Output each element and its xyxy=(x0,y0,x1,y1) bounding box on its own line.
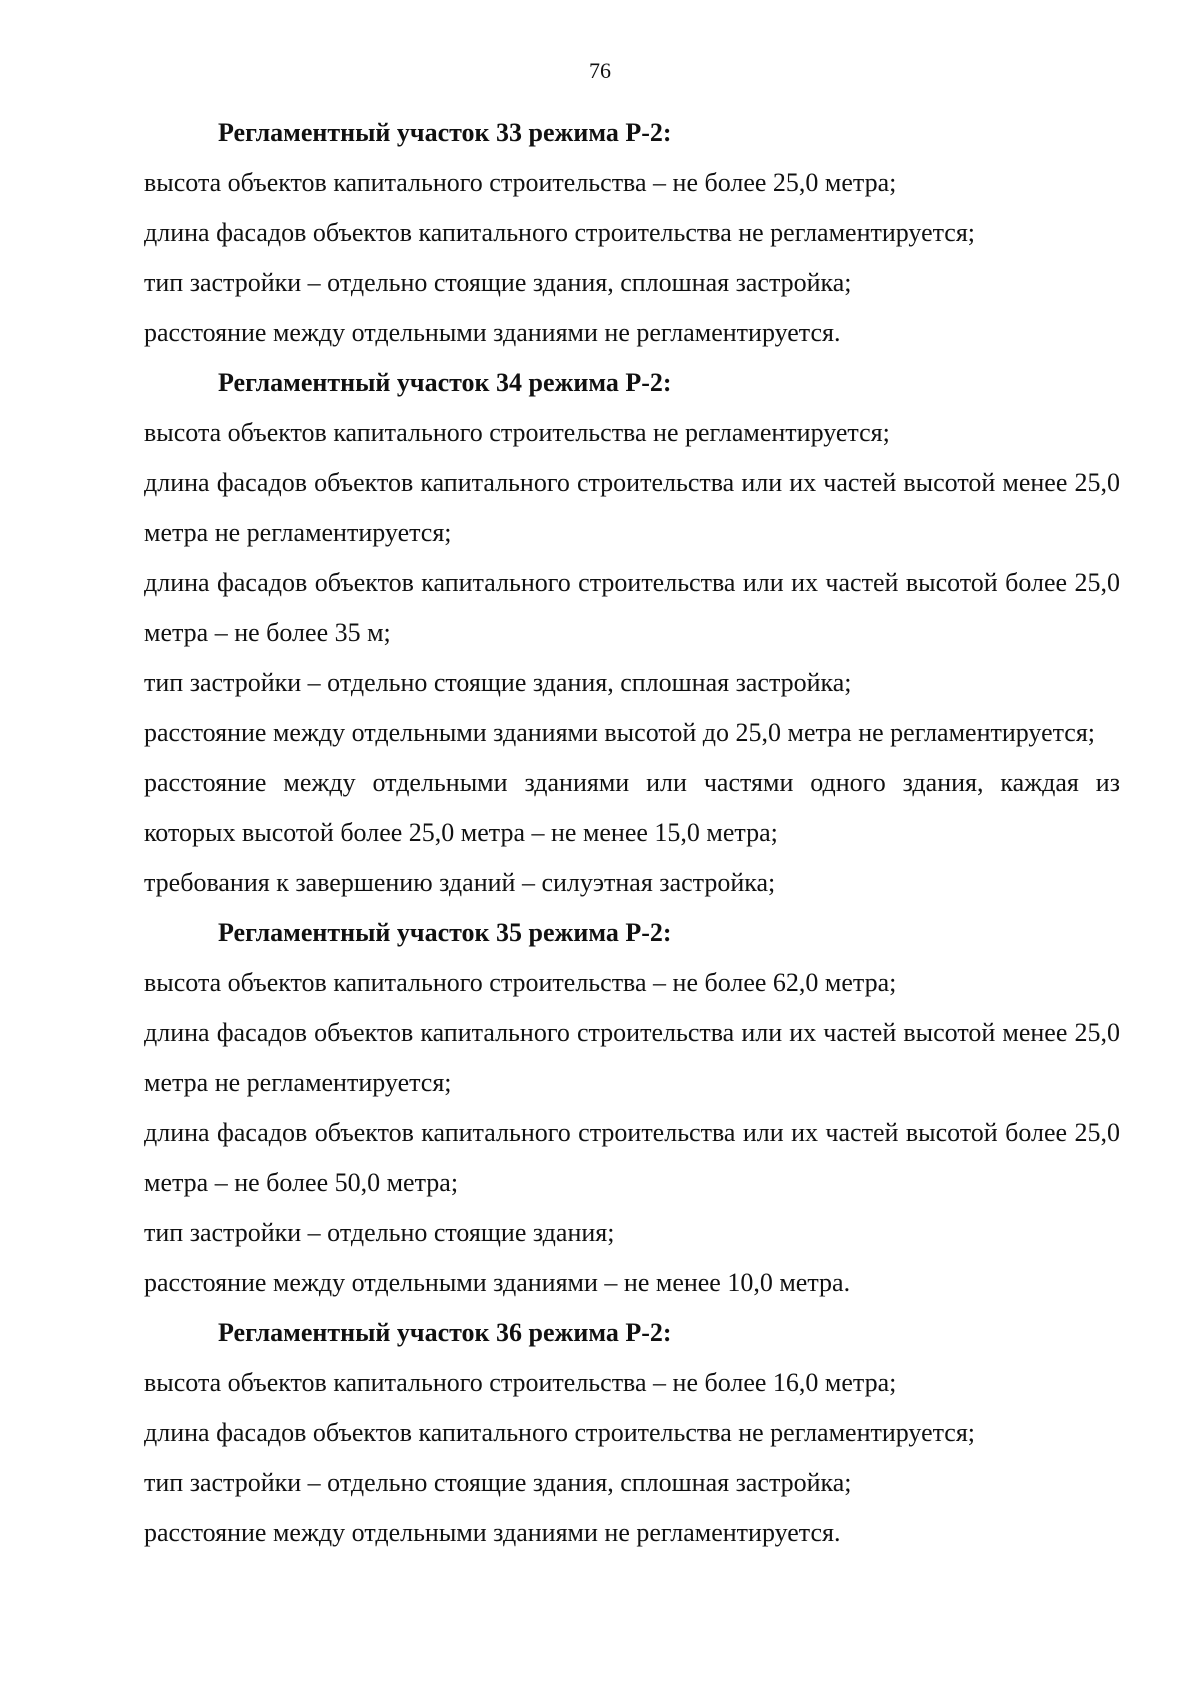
paragraph: тип застройки – отдельно стоящие здания, сплошная застройка; xyxy=(144,268,852,297)
section-heading-35: Регламентный участок 35 режима Р-2: xyxy=(218,918,672,947)
section-heading-33: Регламентный участок 33 режима Р-2: xyxy=(218,118,672,147)
paragraph: высота объектов капитального строительства – не более 25,0 метра; xyxy=(144,168,897,197)
section-heading-34: Регламентный участок 34 режима Р-2: xyxy=(218,368,672,397)
paragraph: расстояние между отдельными зданиями высотой до 25,0 метра не регламентируется; xyxy=(144,718,1096,747)
paragraph: длина фасадов объектов капитального строительства или их частей высотой менее 25,0 метра не регламентируется; xyxy=(144,468,1120,547)
paragraph: высота объектов капитального строительства не регламентируется; xyxy=(144,418,890,447)
paragraph: длина фасадов объектов капитального строительства не регламентируется; xyxy=(144,1418,976,1447)
paragraph: требования к завершению зданий – силуэтная застройка; xyxy=(144,868,776,897)
paragraph: расстояние между отдельными зданиями или частями одного здания, каждая из которых высотой более 25,0 метра – не менее 15,0 метра; xyxy=(144,768,1120,847)
paragraph: расстояние между отдельными зданиями не регламентируется. xyxy=(144,1518,841,1547)
paragraph: расстояние между отдельными зданиями – не менее 10,0 метра. xyxy=(144,1268,851,1297)
document-body xyxy=(144,108,1120,1558)
paragraph: тип застройки – отдельно стоящие здания, сплошная застройка; xyxy=(144,1468,852,1497)
paragraph: длина фасадов объектов капитального строительства или их частей высотой более 25,0 метра – не более 35 м; xyxy=(144,568,1120,647)
paragraph: длина фасадов объектов капитального строительства или их частей высотой менее 25,0 метра не регламентируется; xyxy=(144,1018,1120,1097)
paragraph: высота объектов капитального строительства – не более 62,0 метра; xyxy=(144,968,897,997)
paragraph: расстояние между отдельными зданиями не регламентируется. xyxy=(144,318,841,347)
paragraph: длина фасадов объектов капитального строительства не регламентируется; xyxy=(144,218,976,247)
page-number: 76 xyxy=(589,58,611,83)
section-heading-36: Регламентный участок 36 режима Р-2: xyxy=(218,1318,672,1347)
paragraph: тип застройки – отдельно стоящие здания; xyxy=(144,1218,615,1247)
paragraph: длина фасадов объектов капитального строительства или их частей высотой более 25,0 метра – не более 50,0 метра; xyxy=(144,1118,1120,1197)
paragraph: высота объектов капитального строительства – не более 16,0 метра; xyxy=(144,1368,897,1397)
paragraph: тип застройки – отдельно стоящие здания, сплошная застройка; xyxy=(144,668,852,697)
